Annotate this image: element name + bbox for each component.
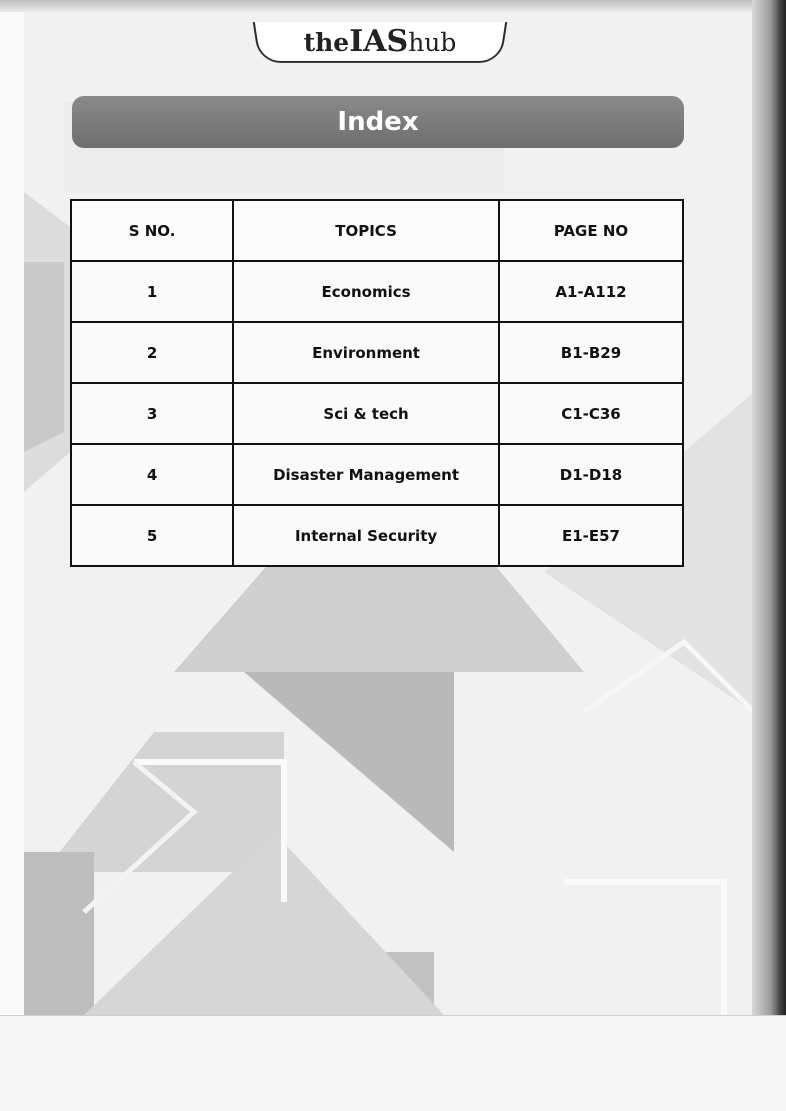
row-topic: Disaster Management	[233, 444, 499, 505]
bg-outline-arrow-3	[564, 882, 724, 1015]
column-header-page-no: PAGE NO	[499, 200, 683, 261]
bottom-page-edge	[0, 1015, 786, 1111]
bg-left-block	[24, 262, 64, 452]
table-row	[71, 322, 683, 383]
row-pages: E1-E57	[499, 505, 683, 566]
table-row	[71, 444, 683, 505]
logo-the: the	[303, 28, 350, 57]
bg-lower-left-block	[24, 852, 94, 1015]
brand-logo	[256, 24, 504, 64]
column-header-topics: TOPICS	[233, 200, 499, 261]
row-topic: Sci & tech	[233, 383, 499, 444]
row-topic: Internal Security	[233, 505, 499, 566]
row-pages: A1-A112	[499, 261, 683, 322]
column-header-sno: S NO.	[71, 200, 233, 261]
table-row	[71, 261, 683, 322]
row-topic: Environment	[233, 322, 499, 383]
top-edge-shadow	[0, 0, 786, 12]
logo-hub: hub	[408, 28, 457, 57]
bg-lower-block	[44, 732, 284, 872]
row-pages: B1-B29	[499, 322, 683, 383]
page-title: Index	[337, 107, 419, 137]
table-row	[71, 505, 683, 566]
row-sno: 5	[71, 505, 233, 566]
row-sno: 4	[71, 444, 233, 505]
row-topic: Economics	[233, 261, 499, 322]
index-banner	[72, 96, 684, 148]
logo-ias: IAS	[349, 24, 409, 59]
row-sno: 1	[71, 261, 233, 322]
table-header-row	[71, 200, 683, 261]
right-binding-shadow	[752, 0, 786, 1060]
row-pages: D1-D18	[499, 444, 683, 505]
row-pages: C1-C36	[499, 383, 683, 444]
table-row	[71, 383, 683, 444]
row-sno: 2	[71, 322, 233, 383]
index-table	[70, 199, 684, 567]
row-sno: 3	[71, 383, 233, 444]
